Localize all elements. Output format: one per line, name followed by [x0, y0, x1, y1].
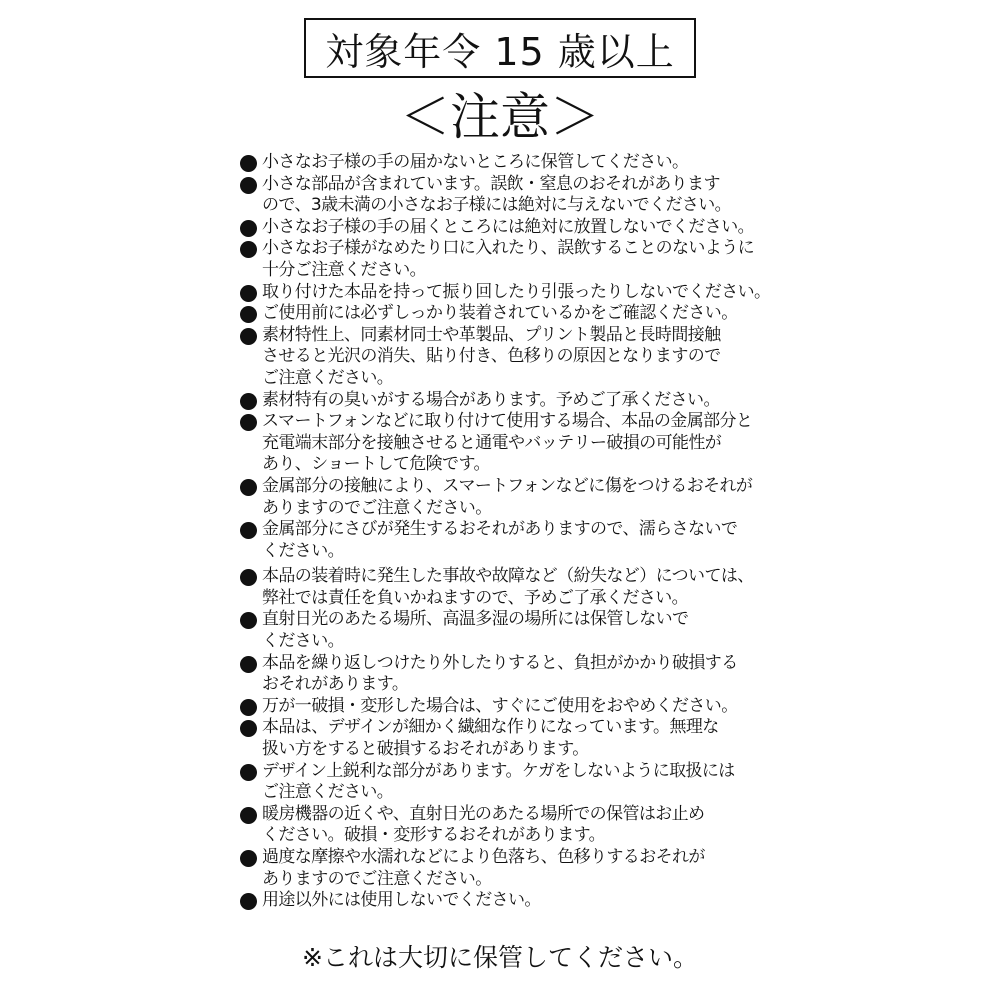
caution-text: 充電端末部分を接触させると通電やバッテリー破損の可能性が	[262, 432, 722, 453]
caution-text: 小さなお子様がなめたり口に入れたり、誤飲することのないように	[262, 238, 754, 259]
caution-text: 直射日光のあたる場所、高温多湿の場所には保管しないで	[262, 609, 689, 630]
bullet-icon	[240, 656, 257, 673]
caution-text: ご注意ください。	[262, 782, 394, 803]
caution-text: ご使用前には必ずしっかり装着されているかをご確認ください。	[262, 303, 738, 324]
caution-text: 小さなお子様の手の届くところには絶対に放置しないでください。	[262, 216, 754, 237]
caution-text: 弊社では責任を負いかねますので、予めご了承ください。	[262, 587, 689, 608]
caution-text: あり、ショートして危険です。	[262, 454, 490, 475]
caution-item	[240, 653, 770, 696]
caution-item	[240, 696, 770, 718]
caution-item	[240, 890, 770, 912]
caution-item	[240, 804, 770, 847]
caution-text: ありますのでご注意ください。	[262, 497, 492, 518]
caution-text: 用途以外には使用しないでください。	[262, 890, 541, 911]
caution-text: ください。	[262, 631, 344, 652]
caution-text: スマートフォンなどに取り付けて使用する場合、本品の金属部分と	[262, 411, 753, 432]
bullet-icon	[240, 720, 257, 737]
bullet-icon	[240, 241, 257, 258]
caution-text: 小さなお子様の手の届かないところに保管してください。	[262, 152, 689, 172]
caution-item	[240, 282, 770, 304]
caution-item	[240, 717, 770, 760]
bullet-icon	[240, 393, 257, 410]
age-notice: 対象年令 15 歳以上	[304, 18, 696, 78]
caution-item	[240, 411, 770, 476]
caution-item	[240, 217, 770, 239]
caution-text: 素材特有の臭いがする場合があります。予めご了承ください。	[262, 389, 720, 410]
caution-item	[240, 476, 770, 519]
caution-text: 本品の装着時に発生した事故や故障など（紛失など）については、	[262, 566, 754, 587]
bullet-icon	[240, 807, 257, 824]
caution-item	[240, 847, 770, 890]
bullet-icon	[240, 328, 257, 345]
bullet-icon	[240, 764, 257, 781]
caution-item	[240, 174, 770, 217]
bullet-icon	[240, 220, 257, 237]
caution-item	[240, 303, 770, 325]
bullet-icon	[240, 893, 257, 910]
bullet-icon	[240, 479, 257, 496]
caution-text: 本品を繰り返しつけたり外したりすると、負担がかかり破損する	[262, 652, 738, 673]
caution-text: 小さな部品が含まれています。誤飲・窒息のおそれがあります	[262, 173, 720, 194]
caution-text: ので、3歳未満の小さなお子様には絶対に与えないでください。	[262, 195, 732, 216]
caution-text: 金属部分にさびが発生するおそれがありますので、濡らさないで	[262, 519, 738, 540]
caution-item	[240, 609, 770, 652]
caution-text: ください。破損・変形するおそれがあります。	[262, 825, 606, 846]
caution-text: 本品は、デザインが細かく繊細な作りになっています。無理な	[262, 717, 719, 738]
bullet-icon	[240, 306, 257, 323]
bullet-icon	[240, 612, 257, 629]
caution-text: 過度な摩擦や水濡れなどにより色落ち、色移りするおそれが	[262, 847, 705, 867]
caution-item	[240, 238, 770, 281]
caution-item	[240, 566, 770, 609]
bullet-icon	[240, 155, 257, 172]
caution-item	[240, 761, 770, 804]
footer-note: ※これは大切に保管してください。	[302, 943, 698, 972]
bullet-icon	[240, 569, 257, 586]
caution-item	[240, 390, 770, 412]
caution-list	[240, 152, 770, 912]
bullet-icon	[240, 177, 257, 194]
caution-text: 金属部分の接触により、スマートフォンなどに傷をつけるおそれが	[262, 475, 753, 496]
caution-text: ありますのでご注意ください。	[262, 868, 492, 889]
caution-heading: ＜注意＞	[400, 88, 600, 146]
bullet-icon	[240, 522, 257, 539]
bullet-icon	[240, 850, 257, 867]
caution-text: 素材特性上、同素材同士や革製品、プリント製品と長時間接触	[262, 324, 721, 345]
caution-item	[240, 152, 770, 174]
caution-text: 取り付けた本品を持って振り回したり引張ったりしないでください。	[262, 281, 771, 302]
caution-text: 十分ご注意ください。	[262, 259, 426, 280]
caution-text: 万が一破損・変形した場合は、すぐにご使用をおやめください。	[262, 695, 738, 716]
caution-text: ご注意ください。	[262, 367, 394, 388]
caution-text: デザイン上鋭利な部分があります。ケガをしないように取扱には	[262, 760, 735, 781]
caution-item	[240, 325, 770, 390]
caution-item	[240, 519, 770, 562]
bullet-icon	[240, 699, 257, 716]
caution-text: 扱い方をすると破損するおそれがあります。	[262, 739, 589, 760]
caution-text: させると光沢の消失、貼り付き、色移りの原因となりますので	[262, 346, 721, 367]
caution-text: おそれがあります。	[262, 674, 409, 695]
caution-text: ください。	[262, 540, 344, 561]
bullet-icon	[240, 285, 257, 302]
bullet-icon	[240, 414, 257, 431]
caution-text: 暖房機器の近くや、直射日光のあたる場所での保管はお止め	[262, 803, 705, 824]
